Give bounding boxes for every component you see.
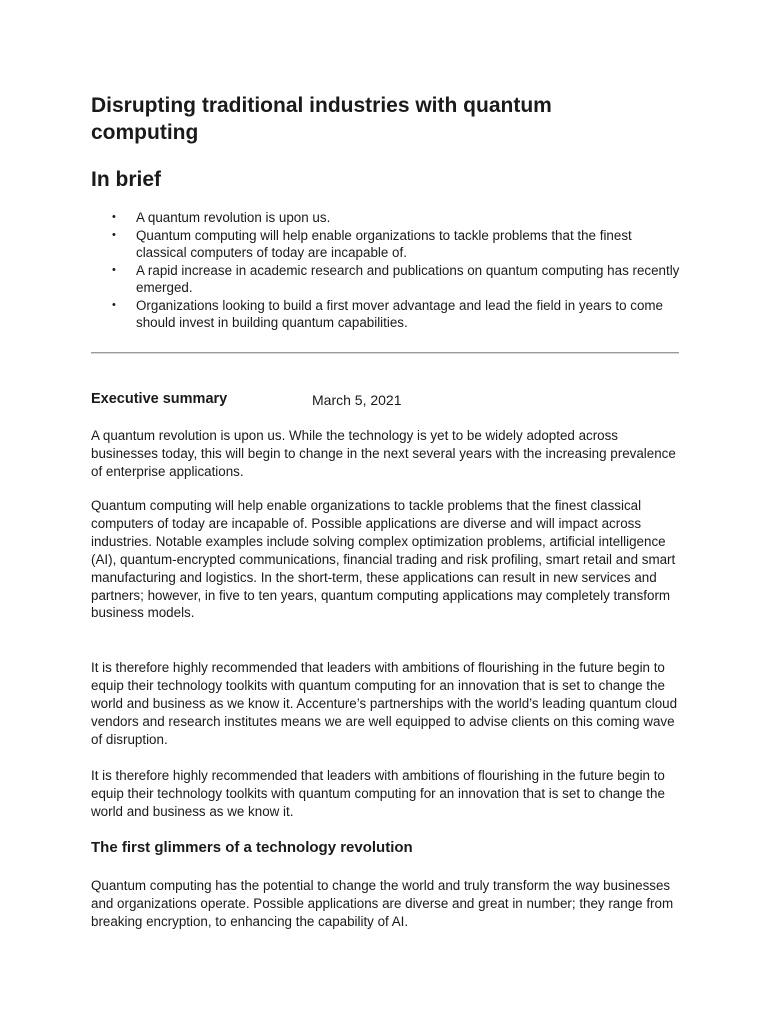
- section-divider: [91, 352, 679, 354]
- section-paragraph: Quantum computing has the potential to change the world and truly transform the way businesses and organizations operate. Possible applications are diverse and great in number; they range from breaking encryption, to enhancing the capability of AI.: [91, 878, 674, 929]
- summary-paragraph: Quantum computing will help enable organizations to tackle problems that the finest classical computers of today are incapable of. Possible applications are diverse and will impact across industries. Notable examples include solving complex optimization problems, artificial intelligence (AI), quantum-encrypted communications, financial trading and risk profiling, smart retail and smart manufacturing and logistics. In the short-term, these applications can result in new services and partners; however, in five to ten years, quantum computing applications may completely transform business models.: [91, 498, 676, 621]
- bullet-text: Quantum computing will help enable organizations to tackle problems that the finest classical computers of today are incapable of.: [136, 227, 632, 260]
- executive-summary-heading: Executive summary: [91, 391, 228, 407]
- in-brief-list: [91, 209, 681, 332]
- list-item: [91, 227, 681, 262]
- summary-paragraph: It is therefore highly recommended that leaders with ambitions of flourishing in the future begin to equip their technology toolkits with quantum computing for an innovation that is set to change the world and business as we know it.: [91, 768, 665, 819]
- bullet-text: A rapid increase in academic research and publications on quantum computing has recently emerged.: [136, 262, 680, 295]
- in-brief-heading: In brief: [91, 168, 162, 191]
- section-heading: The first glimmers of a technology revolution: [91, 839, 413, 856]
- bullet-text: A quantum revolution is upon us.: [136, 210, 331, 225]
- document-title: Disrupting traditional industries with quantum computing: [91, 94, 552, 144]
- summary-paragraph: It is therefore highly recommended that leaders with ambitions of flourishing in the future begin to equip their technology toolkits with quantum computing for an innovation that is set to change the world and business as we know it. Accenture’s partnerships with the world’s leading quantum cloud vendors and research institutes means we are well equipped to advise clients on this coming wave of disruption.: [91, 660, 678, 747]
- bullet-icon: •: [112, 211, 116, 223]
- list-item: [91, 297, 681, 332]
- bullet-text: Organizations looking to build a first mover advantage and lead the field in years to come should invest in building quantum capabilities.: [136, 297, 664, 330]
- publication-date: March 5, 2021: [312, 392, 402, 408]
- bullet-icon: •: [112, 298, 116, 311]
- bullet-icon: •: [112, 263, 116, 276]
- summary-paragraph: A quantum revolution is upon us. While the technology is yet to be widely adopted across businesses today, this will begin to change in the next several years with the increasing prevalence of enterprise applications.: [91, 428, 676, 479]
- executive-summary-header: [91, 389, 681, 409]
- list-item: [91, 209, 681, 227]
- list-item: [91, 262, 681, 297]
- bullet-icon: •: [112, 228, 116, 241]
